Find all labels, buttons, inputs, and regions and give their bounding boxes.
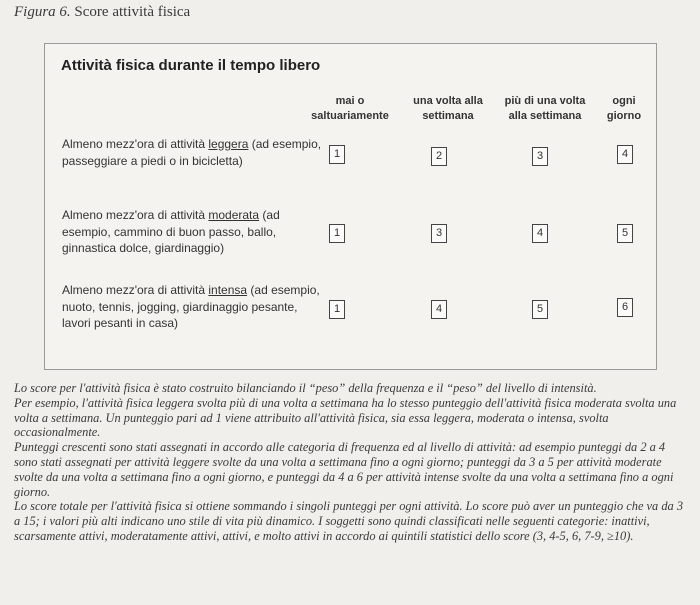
score-light-daily: 4 (617, 145, 633, 164)
row-light-label: Almeno mezz'ora di attività leggera (ad esempio, passeggiare a piedi o in bicicletta) (62, 137, 322, 168)
note-paragraph: Lo score per l'attività fisica è stato costruito bilanciando il “peso” della frequenza e il “peso” del livello di intensità. (14, 381, 597, 395)
score-light-weekly: 2 (431, 147, 447, 166)
score-moderate-daily: 5 (617, 224, 633, 243)
score-light-more-weekly: 3 (532, 147, 548, 166)
column-header-daily: ogni giorno (606, 95, 642, 122)
column-header-never: mai o saltuariamente (311, 95, 389, 122)
figure-caption (14, 4, 190, 21)
score-moderate-more-weekly: 4 (532, 224, 548, 243)
column-header-weekly: una volta alla settimana (413, 95, 483, 122)
score-intense-never: 1 (329, 300, 345, 319)
explanatory-notes (14, 381, 688, 544)
score-intense-weekly: 4 (431, 300, 447, 319)
score-intense-daily: 6 (617, 298, 633, 317)
figure-label: Figura 6. (14, 4, 71, 20)
note-paragraph: Per esempio, l'attività fisica leggera svolta più di una volta a settimana ha lo stesso punteggio dell'attività fisica moderata svolta una volta a settimana. Un punteggio pari ad 1 viene attribuito all'attività fisica, sia essa leggera, moderata o intensa, svolta occasionalmente. (14, 395, 677, 440)
score-intense-more-weekly: 5 (532, 300, 548, 319)
note-paragraph: Lo score totale per l'attività fisica si ottiene sommando i singoli punteggi per ogni attività. Lo score può aver un punteggio che va da 3 a 15; i valori più alti indicano uno stile di vita più dinamico. I soggetti sono quindi classificati nelle seguenti categorie: inattivi, scarsamente attivi, moderatamente attivi, attivi, e molto attivi in accordo ai quintili statistici dello score (3, 4-5, 6, 7-9, ≥10). (14, 499, 684, 543)
row-moderate-label: Almeno mezz'ora di attività moderata (ad esempio, cammino di buon passo, ballo, ginnastica dolce, giardinaggio) (62, 208, 280, 255)
score-light-never: 1 (329, 145, 345, 164)
score-moderate-weekly: 3 (431, 224, 447, 243)
figure-title: Score attività fisica (74, 4, 191, 20)
questionnaire-table (44, 43, 657, 370)
score-moderate-never: 1 (329, 224, 345, 243)
row-intense-label: Almeno mezz'ora di attività intensa (ad esempio, nuoto, tennis, jogging, giardinaggio pesante, lavori pesanti in casa) (62, 283, 320, 330)
column-header-more-weekly: più di una volta alla settimana (504, 95, 586, 122)
table-title: Attività fisica durante il tempo libero (61, 57, 321, 74)
note-paragraph: Punteggi crescenti sono stati assegnati in accordo alle categoria di frequenza ed al livello di attività: ad esempio punteggi da 2 a 4 sono stati assegnati per attività leggere svolte da una volta a settimana fino a ogni giorno; punteggi da 3 a 5 per attività moderate svolte da una volta a settimana fino a ogni giorno, e punteggi da 4 a 6 per attività intense svolte da una volta a settimana fino a ogni giorno. (14, 440, 674, 499)
